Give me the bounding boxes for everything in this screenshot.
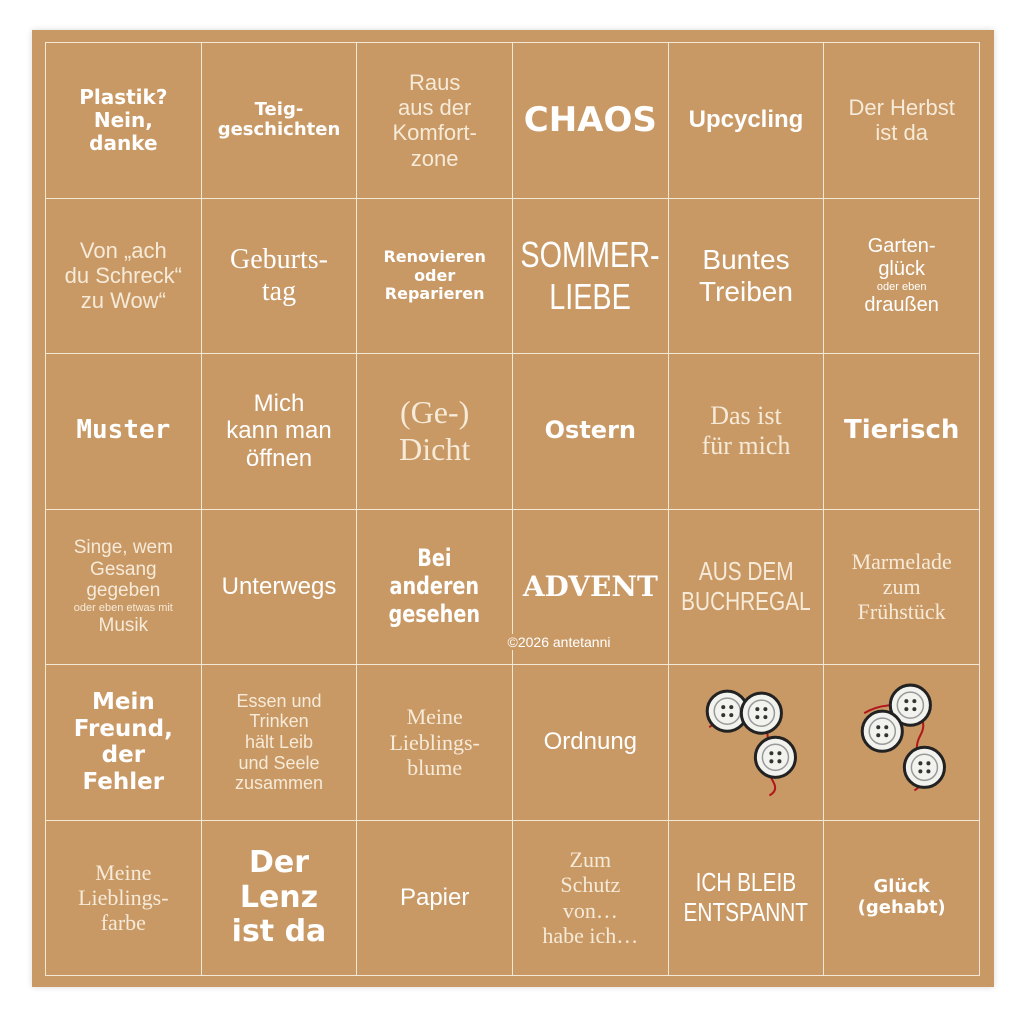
cell-text: Ostern [544,416,636,445]
cell-text: Raus [408,69,461,95]
bingo-cell [513,821,669,977]
bingo-cell [357,199,513,355]
bingo-cell [357,665,513,821]
cell-text: Ordnung [543,728,638,756]
bingo-cell [357,821,513,977]
cell-text: Garten- [867,234,936,257]
bingo-cell [669,665,825,821]
cell-text: Gesang [90,558,157,580]
cell-text: gesehen [388,599,481,628]
bingo-cell [824,821,980,977]
bingo-cell [669,43,825,199]
buttons-icon [669,665,824,820]
cell-text: Plastik? [79,84,168,109]
cell-text: blume [407,754,463,780]
cell-text: Das ist [710,401,782,431]
bingo-cell [669,354,825,510]
cell-text: Renovieren [383,247,486,267]
bingo-cell [513,665,669,821]
bingo-cell [824,510,980,666]
cell-text: Dicht [399,431,471,468]
cell-text: Meine [406,704,463,730]
bingo-cell [824,43,980,199]
cell-text: Frühstück [857,599,946,625]
cell-text: Treiben [699,275,793,307]
cell-text: Upcycling [688,106,804,134]
cell-text: und Seele [238,752,320,773]
bingo-cell [824,665,980,821]
cell-text: Fehler [82,768,165,795]
bingo-cell [46,510,202,666]
cell-text: der [101,742,146,769]
cell-text: Geburts- [230,243,328,275]
cell-text: zum [882,574,921,600]
cell-text: oder eben [876,280,927,293]
cell-text: ist da [875,120,928,146]
cell-text: hält Leib [244,731,314,752]
cell-text: geschichten [217,119,341,141]
cell-text: habe ich… [542,923,639,949]
cell-text: oder [414,265,456,285]
bingo-cell [513,199,669,355]
bingo-cell [46,43,202,199]
bingo-cell [824,199,980,355]
cell-text: Meine [95,859,152,885]
bingo-cell [202,510,358,666]
cell-text: Mich [253,389,305,417]
bingo-cell [669,821,825,977]
bingo-cell [669,199,825,355]
cell-text: ADVENT [522,569,658,603]
cell-text: BUCHREGAL [681,585,811,616]
cell-text: aus der [397,94,472,120]
cell-text: ENTSPANNT [683,896,809,927]
cell-text: draußen [864,293,939,316]
cell-text: SOMMER- [520,234,660,276]
bingo-board [32,30,994,987]
bingo-cell [202,199,358,355]
cell-text: Unterwegs [221,572,337,600]
cell-text: Essen und [236,690,322,711]
cell-text: Reparieren [384,283,485,303]
cell-text: Tierisch [843,415,960,446]
bingo-cell [202,665,358,821]
cell-text: glück [878,257,926,280]
cell-text: CHAOS [523,99,657,140]
cell-text: Marmelade [851,548,952,574]
cell-text: ICH BLEIB [695,866,797,897]
bingo-cell [824,354,980,510]
cell-text: Der Herbst [848,94,955,120]
cell-text: ist da [231,914,327,949]
cell-text: Teig- [254,98,304,120]
cell-text: Muster [76,415,171,446]
cell-text: gegeben [86,580,161,602]
bingo-grid [45,42,980,976]
cell-text: du Schreck“ [64,263,183,289]
bingo-cell [46,821,202,977]
bingo-cell [357,43,513,199]
cell-text: farbe [100,910,146,936]
cell-text: Bei anderen [389,544,480,600]
cell-text: Zum [569,847,612,873]
cell-text: Von „ach [79,237,167,263]
cell-text: von… [562,897,618,923]
bingo-cell [46,199,202,355]
copyright-watermark: ©2026 antetanni [480,634,638,650]
cell-text: Papier [399,883,470,911]
bingo-cell [669,510,825,666]
cell-text: Lenz [239,879,319,915]
bingo-cell [202,821,358,977]
cell-text: zone [410,145,459,171]
bingo-cell [202,354,358,510]
cell-text: Singe, wem [73,536,173,558]
cell-text: LIEBE [549,275,632,317]
cell-text: zu Wow“ [80,288,166,314]
cell-text: zusammen [234,773,323,794]
cell-text: Mein [91,689,155,716]
bingo-cell [46,665,202,821]
cell-text: oder eben etwas mit [73,602,173,615]
buttons-icon [824,665,979,820]
bingo-cell [202,43,358,199]
cell-text: Buntes [702,243,790,275]
bingo-cell [513,354,669,510]
cell-text: Der [248,845,310,880]
cell-text: Glück [873,876,930,898]
cell-text: kann man [226,417,332,445]
cell-text: Nein, [93,107,153,132]
cell-text: (Ge-) [400,394,470,431]
cell-text: Lieblings- [389,729,480,755]
cell-text: danke [89,130,158,155]
cell-text: Schutz [560,872,621,898]
cell-text: (gehabt) [857,896,946,918]
cell-text: Trinken [249,711,309,732]
bingo-cell [357,354,513,510]
cell-text: für mich [701,431,791,461]
cell-text: Lieblings- [78,885,169,911]
cell-text: öffnen [245,445,313,473]
cell-text: Komfort- [392,120,477,146]
bingo-cell [46,354,202,510]
bingo-cell [513,43,669,199]
cell-text: Freund, [73,715,173,742]
cell-text: AUS DEM [698,555,794,586]
cell-text: tag [261,275,297,307]
cell-text: Musik [98,614,149,636]
